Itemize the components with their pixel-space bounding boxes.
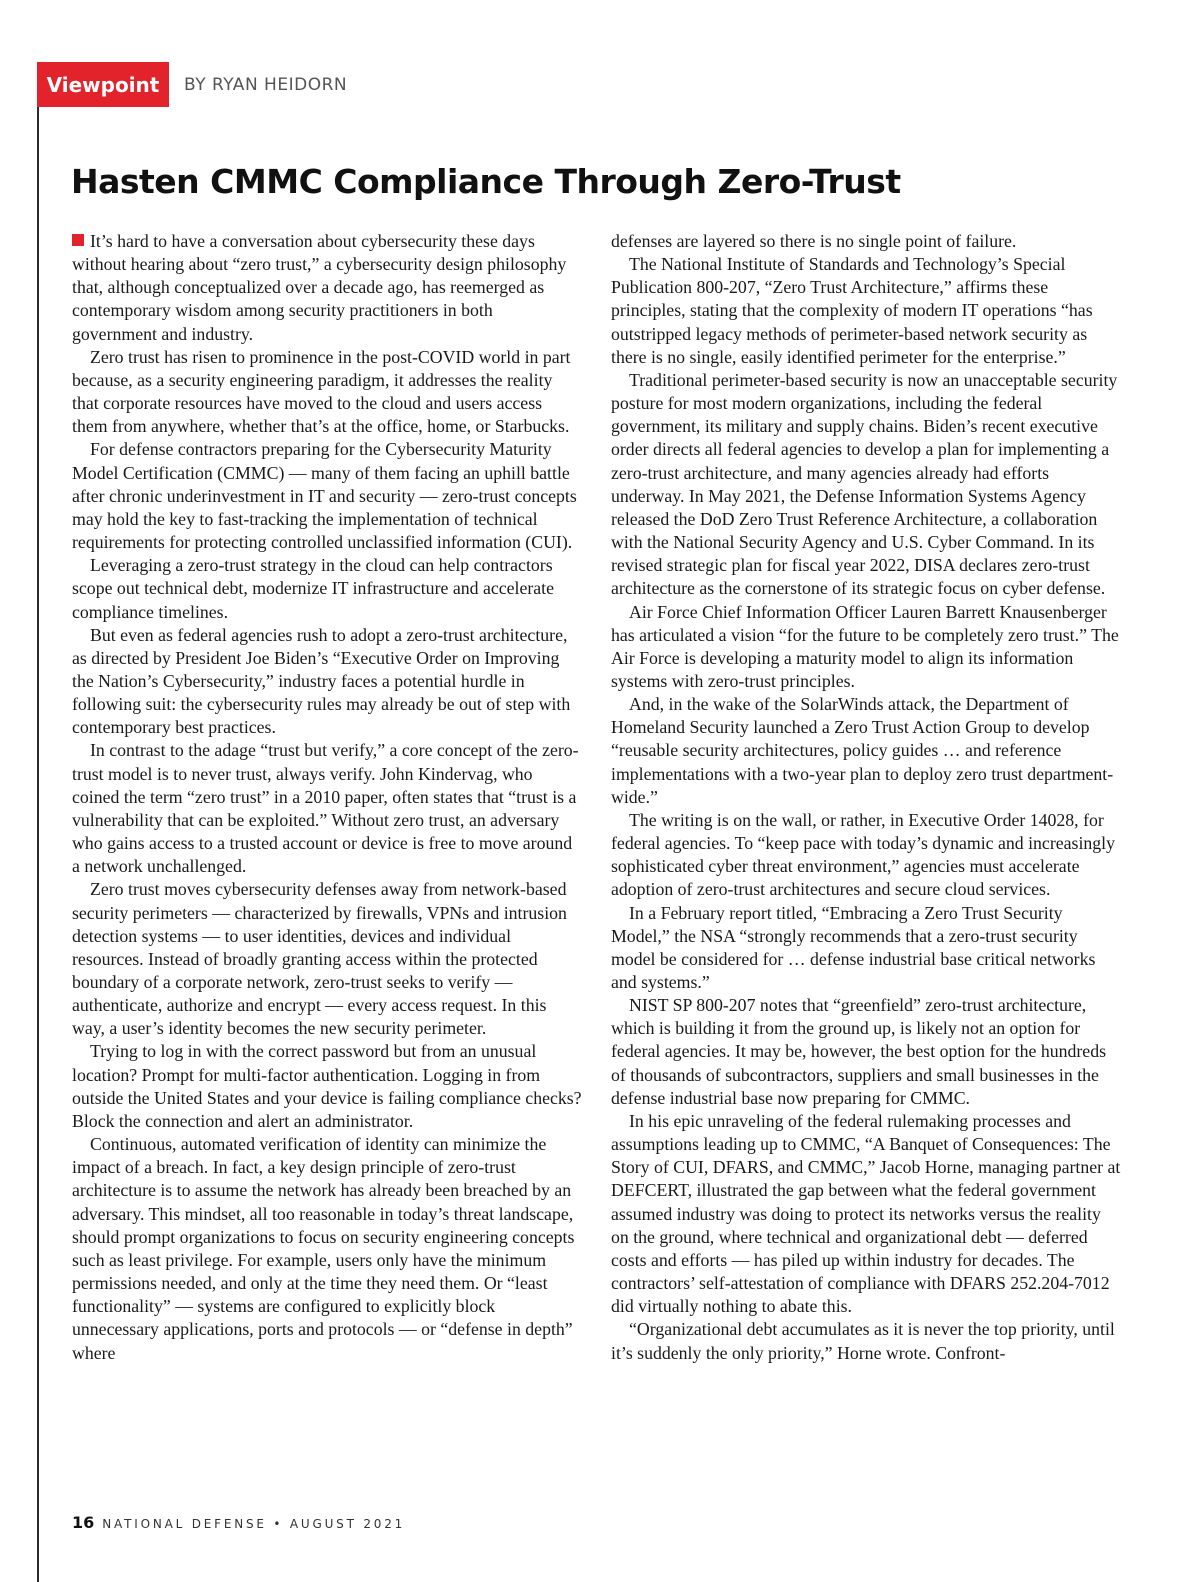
paragraph: Air Force Chief Information Officer Lauren Barrett Knausenberger has articulated a vision “for the future to be completely zero trust.” The Air Force is developing a maturity model to align its information systems with zero-trust principles. (611, 601, 1119, 691)
paragraph: In his epic unraveling of the federal rulemaking processes and assumptions leading up to CMMC, “A Banquet of Consequences: The Story of CUI, DFARS, and CMMC,” Jacob Horne, managing partner at DEFCERT, illustrated the gap between what the federal government assumed industry was doing to protect its networks versus the reality on the ground, where technical and organizational debt — deferred costs and efforts — has piled up within industry for decades. The contractors’ self-attestation of compliance with DFARS 252.204-7012 did virtually nothing to abate this. (611, 1110, 1121, 1317)
paragraph: Leveraging a zero-trust strategy in the cloud can help contractors scope out technical debt, modernize IT infrastructure and accelerate compliance timelines. (72, 555, 554, 622)
paragraph: “Organizational debt accumulates as it is never the top priority, until it’s suddenly the only priority,” Horne wrote. Confront- (611, 1319, 1115, 1363)
article-column-right (611, 230, 1121, 1365)
paragraph: For defense contractors preparing for the Cybersecurity Maturity Model Certification (CMMC) — many of them facing an uphill battle after chronic underinvestment in IT and security — zero-trust concepts may hold the key to fast-tracking the implementation of technical requirements for protecting controlled unclassified information (CUI). (72, 439, 577, 553)
paragraph: And, in the wake of the SolarWinds attack, the Department of Homeland Security launched a Zero Trust Action Group to develop “reusable security architectures, policy guides … and reference implementations with a two-year plan to deploy zero trust department-wide.” (611, 694, 1114, 807)
paragraph: NIST SP 800-207 notes that “greenfield” zero-trust architecture, which is building it from the ground up, is likely not an option for federal agencies. It may be, however, the best option for the hundreds of thousands of subcontractors, suppliers and small businesses in the defense industrial base now preparing for CMMC. (611, 995, 1107, 1108)
page-number: 16 (72, 1513, 95, 1532)
paragraph: Traditional perimeter-based security is now an unacceptable security posture for most modern organizations, including the federal government, its military and supply chains. Biden’s recent executive order directs all federal agencies to develop a plan for implementing a zero-trust architecture, and many agencies already had efforts underway. In May 2021, the Defense Information Systems Agency released the DoD Zero Trust Reference Architecture, a collaboration with the National Security Agency and U.S. Cyber Command. In its revised strategic plan for fiscal year 2022, DISA declares zero-trust architecture as the cornerstone of its strategic focus on cyber defense. (611, 369, 1118, 599)
paragraph: Zero trust moves cybersecurity defenses away from network-based security perimeters — characterized by firewalls, VPNs and intrusion detection systems — to user identities, devices and individual resources. Instead of broadly granting access within the protected boundary of a corporate network, zero-trust seeks to verify — authenticate, authorize and encrypt — every access request. In this way, a user’s identity becomes the new security perimeter. (72, 879, 567, 1039)
article-title: Hasten CMMC Compliance Through Zero-Trust (71, 162, 901, 201)
page-footer (72, 1513, 405, 1532)
left-margin-rule (37, 100, 39, 1582)
byline: BY RYAN HEIDORN (184, 75, 348, 95)
paragraph: In a February report titled, “Embracing a Zero Trust Security Model,” the NSA “strongly recommends that a zero-trust security model be considered for … defense industrial base critical networks and systems.” (611, 902, 1096, 992)
paragraph: It’s hard to have a conversation about cybersecurity these days without hearing about “zero trust,” a cybersecurity design philosophy that, although conceptualized over a decade ago, has reemerged as contemporary wisdom among security practitioners in both government and industry. (72, 231, 567, 344)
publication-line: NATIONAL DEFENSE • AUGUST 2021 (102, 1517, 406, 1531)
paragraph: In contrast to the adage “trust but verify,” a core concept of the zero-trust model is to never trust, always verify. John Kindervag, who coined the term “zero trust” in a 2010 paper, often states that “trust is a vulnerability that can be exploited.” Without zero trust, an adversary who gains access to a trusted account or device is free to move around a network unchallenged. (72, 740, 579, 877)
paragraph: But even as federal agencies rush to adopt a zero-trust architecture, as directed by President Joe Biden’s “Executive Order on Improving the Nation’s Cybersecurity,” industry faces a potential hurdle in following suit: the cybersecurity rules may already be out of step with contemporary best practices. (72, 624, 571, 738)
paragraph: The National Institute of Standards and Technology’s Special Publication 800-207, “Zero Trust Architecture,” affirms these principles, stating that the complexity of modern IT operations “has outstripped legacy methods of perimeter-based network security as there is no single, easily identified perimeter for the enterprise.” (611, 254, 1093, 367)
red-square-bullet-icon (72, 234, 84, 246)
paragraph-continued: defenses are layered so there is no single point of failure. (611, 231, 1017, 251)
paragraph: Trying to log in with the correct password but from an unusual location? Prompt for multi-factor authentication. Logging in from outside the United States and your device is failing compliance checks? Block the connection and alert an administrator. (72, 1041, 582, 1131)
section-tag: Viewpoint (37, 62, 169, 107)
article-column-left (72, 230, 582, 1365)
paragraph: Continuous, automated verification of identity can minimize the impact of a breach. In fact, a key design principle of zero-trust architecture is to assume the network has already been breached by an adversary. This mindset, all too reasonable in today’s threat landscape, should prompt organizations to focus on security engineering concepts such as least privilege. For example, users only have the minimum permissions needed, and only at the time they need them. Or “least functionality” — systems are configured to explicitly block unnecessary applications, ports and protocols — or “defense in depth” where (72, 1134, 575, 1363)
paragraph: The writing is on the wall, or rather, in Executive Order 14028, for federal agencies. To “keep pace with today’s dynamic and increasingly sophisticated cyber threat environment,” agencies must accelerate adoption of zero-trust architectures and secure cloud services. (611, 809, 1116, 900)
paragraph: Zero trust has risen to prominence in the post-COVID world in part because, as a security engineering paradigm, it addresses the reality that corporate resources have moved to the cloud and users access them from anywhere, whether that’s at the office, home, or Starbucks. (72, 346, 571, 437)
